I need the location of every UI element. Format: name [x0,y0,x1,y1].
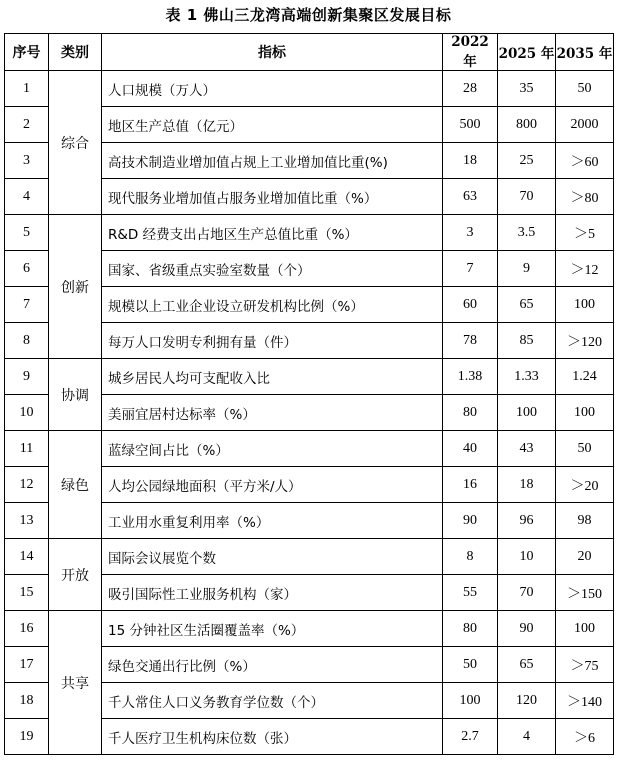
value-2035: 50 [556,431,614,467]
value-2025: 120 [498,683,556,719]
table-row [5,71,614,107]
value-2035: 2000 [556,107,614,143]
value-2025: 85 [498,323,556,359]
value-2022: 3 [443,215,498,251]
row-number: 5 [5,215,49,251]
value-2035: 100 [556,287,614,323]
row-number: 3 [5,143,49,179]
indicator-cell: 城乡居民人均可支配收入比 [102,359,443,395]
row-number: 18 [5,683,49,719]
value-2035: ＞140 [556,683,614,719]
value-2025: 35 [498,71,556,107]
value-2035: ＞120 [556,323,614,359]
value-2035: ＞150 [556,575,614,611]
row-number: 10 [5,395,49,431]
indicator-cell: 吸引国际性工业服务机构（家） [102,575,443,611]
value-2025: 70 [498,179,556,215]
indicator-cell: 千人医疗卫生机构床位数（张） [102,719,443,755]
value-2035: 1.24 [556,359,614,395]
value-2035: 98 [556,503,614,539]
value-2025: 43 [498,431,556,467]
value-2025: 65 [498,647,556,683]
value-2022: 40 [443,431,498,467]
value-2022: 16 [443,467,498,503]
value-2022: 90 [443,503,498,539]
value-2025: 9 [498,251,556,287]
row-number: 2 [5,107,49,143]
row-number: 7 [5,287,49,323]
row-number: 11 [5,431,49,467]
category-cell: 综合 [49,71,102,215]
row-number: 17 [5,647,49,683]
category-cell: 绿色 [49,431,102,539]
category-cell: 协调 [49,359,102,431]
value-2035: 20 [556,539,614,575]
value-2022: 80 [443,395,498,431]
row-number: 1 [5,71,49,107]
row-number: 14 [5,539,49,575]
row-number: 19 [5,719,49,755]
table-caption: 表 1 佛山三龙湾高端创新集聚区发展目标 [165,6,452,24]
value-2022: 500 [443,107,498,143]
value-2025: 100 [498,395,556,431]
value-2035: ＞60 [556,143,614,179]
value-2025: 90 [498,611,556,647]
indicator-cell: 工业用水重复利用率（%） [102,503,443,539]
value-2025: 10 [498,539,556,575]
header-2022: 2022 年 [443,34,498,71]
table-row [5,359,614,395]
indicator-cell: 国家、省级重点实验室数量（个） [102,251,443,287]
row-number: 12 [5,467,49,503]
value-2035: 50 [556,71,614,107]
row-number: 16 [5,611,49,647]
value-2022: 7 [443,251,498,287]
value-2035: ＞6 [556,719,614,755]
indicator-cell: 15 分钟社区生活圈覆盖率（%） [102,611,443,647]
value-2035: ＞12 [556,251,614,287]
value-2035: ＞20 [556,467,614,503]
value-2022: 50 [443,647,498,683]
value-2022: 80 [443,611,498,647]
value-2035: ＞80 [556,179,614,215]
value-2025: 18 [498,467,556,503]
header-no: 序号 [5,34,49,71]
indicator-cell: 地区生产总值（亿元） [102,107,443,143]
value-2025: 96 [498,503,556,539]
value-2025: 1.33 [498,359,556,395]
category-cell: 开放 [49,539,102,611]
value-2025: 25 [498,143,556,179]
table-body [5,71,614,755]
header-category: 类别 [49,34,102,71]
value-2022: 55 [443,575,498,611]
value-2035: 100 [556,611,614,647]
value-2022: 78 [443,323,498,359]
row-number: 4 [5,179,49,215]
value-2022: 1.38 [443,359,498,395]
indicator-cell: 高技术制造业增加值占规上工业增加值比重(%) [102,143,443,179]
value-2022: 18 [443,143,498,179]
indicator-cell: 人口规模（万人） [102,71,443,107]
header-row [5,34,614,71]
header-indicator: 指标 [102,34,443,71]
row-number: 6 [5,251,49,287]
value-2025: 4 [498,719,556,755]
value-2025: 70 [498,575,556,611]
value-2022: 8 [443,539,498,575]
value-2022: 100 [443,683,498,719]
table-row [5,611,614,647]
category-cell: 创新 [49,215,102,359]
indicator-cell: 人均公园绿地面积（平方米/人） [102,467,443,503]
indicator-cell: 现代服务业增加值占服务业增加值比重（%） [102,179,443,215]
category-cell: 共享 [49,611,102,755]
value-2022: 28 [443,71,498,107]
indicator-cell: 蓝绿空间占比（%） [102,431,443,467]
indicator-cell: 美丽宜居村达标率（%） [102,395,443,431]
value-2025: 3.5 [498,215,556,251]
indicator-cell: 绿色交通出行比例（%） [102,647,443,683]
value-2035: ＞75 [556,647,614,683]
row-number: 15 [5,575,49,611]
value-2025: 65 [498,287,556,323]
table-row [5,431,614,467]
row-number: 9 [5,359,49,395]
value-2022: 60 [443,287,498,323]
indicator-cell: 每万人口发明专利拥有量（件） [102,323,443,359]
value-2035: ＞5 [556,215,614,251]
indicator-cell: 千人常住人口义务教育学位数（个） [102,683,443,719]
value-2025: 800 [498,107,556,143]
header-2035: 2035 年 [556,34,614,71]
value-2022: 2.7 [443,719,498,755]
value-2035: 100 [556,395,614,431]
value-2022: 63 [443,179,498,215]
row-number: 8 [5,323,49,359]
development-targets-table [4,33,614,755]
table-row [5,215,614,251]
table-row [5,539,614,575]
indicator-cell: 国际会议展览个数 [102,539,443,575]
indicator-cell: 规模以上工业企业设立研发机构比例（%） [102,287,443,323]
row-number: 13 [5,503,49,539]
indicator-cell: R&D 经费支出占地区生产总值比重（%） [102,215,443,251]
header-2025: 2025 年 [498,34,556,71]
